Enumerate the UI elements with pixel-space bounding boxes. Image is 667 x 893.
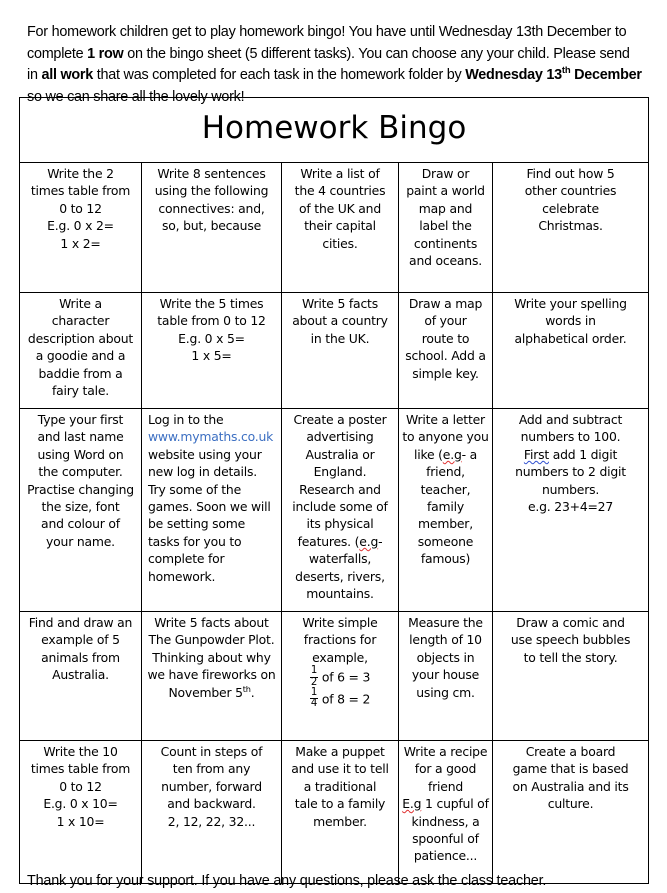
spellcheck-underline: e.g [442,446,462,462]
bingo-cell-2-4[interactable]: Draw a map of your route to school. Add a simple key. [399,293,493,409]
bingo-cell-5-1[interactable]: Write the 10 times table from 0 to 12 E.g. 0 x 10= 1 x 10= [20,741,142,884]
bingo-title-cell [20,98,649,163]
bingo-cell-1-4[interactable]: Draw or paint a world map and label the continents and oceans. [399,163,493,293]
bingo-grid-body [20,98,649,884]
bingo-cell-4-3[interactable]: Write simple fractions for example, $\frac{1}{2}$ of 6 = 3 $\frac{1}{4}$ of 8 = 2 [282,612,399,741]
bingo-cell-2-3[interactable]: Write 5 facts about a country in the UK. [282,293,399,409]
intro-text-part-1: For homework children get to play homework bingo! You have until Wednesday 13th December to complete [27,24,627,62]
bingo-cell-4-2[interactable]: Write 5 facts about The Gunpowder Plot. Thinking about why we have fireworks on November 5th. [142,612,282,741]
fraction: $\frac{1}{2}$ [310,665,318,688]
footer-note: Thank you for your support. If you have any questions, please ask the class teacher. [27,873,547,890]
spellcheck-underline: First [523,446,549,462]
bingo-cell-4-5[interactable]: Draw a comic and use speech bubbles to tell the story. [493,612,649,741]
spellcheck-underline: E.g [402,796,422,812]
fraction: $\frac{1}{4}$ [310,686,318,710]
intro-paragraph [27,22,643,108]
intro-bold-due-date [465,67,642,83]
bingo-cell-4-4[interactable]: Measure the length of 10 objects in your house using cm. [399,612,493,741]
intro-bold-1-row: 1 row [87,45,124,62]
bingo-cell-3-3[interactable]: Create a poster advertising Australia or England. Research and include some of its physical features. (e.g- waterfalls, deserts, rivers, mountains. [282,409,399,612]
mymaths-link[interactable]: www.mymaths.co.uk [148,429,274,445]
bingo-cell-3-2[interactable]: Log in to the www.mymaths.co.uk website using your new log in details. Try some of the games. Soon we will be setting some tasks for you to complete for homework. [142,409,282,612]
ordinal-suffix: th [242,683,251,694]
intro-text-part-4: so we can share all the lovely work! [27,88,245,105]
intro-text-part-2: on the bingo sheet (5 different tasks). You can choose any your child. Please send in [27,45,630,84]
bingo-row-2 [20,293,649,409]
bingo-cell-2-2[interactable]: Write the 5 times table from 0 to 12 E.g. 0 x 5= 1 x 5= [142,293,282,409]
bingo-row-3 [20,409,649,612]
bingo-cell-3-1[interactable]: Type your first and last name using Word on the computer. Practise changing the size, font and colour of your name. [20,409,142,612]
bingo-cell-2-1[interactable]: Write a character description about a goodie and a baddie from a fairy tale. [20,293,142,409]
page-title: Homework Bingo [201,110,467,146]
bingo-grid [19,97,649,884]
bingo-cell-5-2[interactable]: Count in steps of ten from any number, forward and backward. 2, 12, 22, 32... [142,741,282,884]
bingo-title-row [20,98,649,163]
bingo-row-1 [20,163,649,293]
bingo-cell-4-1[interactable]: Find and draw an example of 5 animals from Australia. [20,612,142,741]
due-date-ordinal: th [561,65,571,77]
bingo-cell-3-5[interactable]: Add and subtract numbers to 100. First add 1 digit numbers to 2 digit numbers. e.g. 23+4=27 [493,409,649,612]
bingo-cell-2-5[interactable]: Write your spelling words in alphabetical order. [493,293,649,409]
bingo-cell-5-3[interactable]: Make a puppet and use it to tell a traditional tale to a family member. [282,741,399,884]
bingo-cell-3-4[interactable]: Write a letter to anyone you like (e.g- a friend, teacher, family member, someone famous) [399,409,493,612]
spellcheck-underline: e.g [359,533,379,549]
due-date-text: Wednesday 13 [465,67,562,84]
intro-text-part-3: that was completed for each task in the homework folder by [93,67,466,84]
bingo-cell-1-2[interactable]: Write 8 sentences using the following connectives: and, so, but, because [142,163,282,293]
bingo-cell-5-4[interactable]: Write a recipe for a good friend E.g 1 cupful of kindness, a spoonful of patience... [399,741,493,884]
bingo-cell-1-5[interactable]: Find out how 5 other countries celebrate Christmas. [493,163,649,293]
due-date-month: December [570,67,642,84]
bingo-cell-1-1[interactable]: Write the 2 times table from 0 to 12 E.g. 0 x 2= 1 x 2= [20,163,142,293]
intro-bold-all-work: all work [41,67,94,84]
bingo-row-4 [20,612,649,741]
bingo-cell-1-3[interactable]: Write a list of the 4 countries of the UK and their capital cities. [282,163,399,293]
bingo-row-5 [20,741,649,884]
bingo-cell-5-5[interactable]: Create a board game that is based on Australia and its culture. [493,741,649,884]
